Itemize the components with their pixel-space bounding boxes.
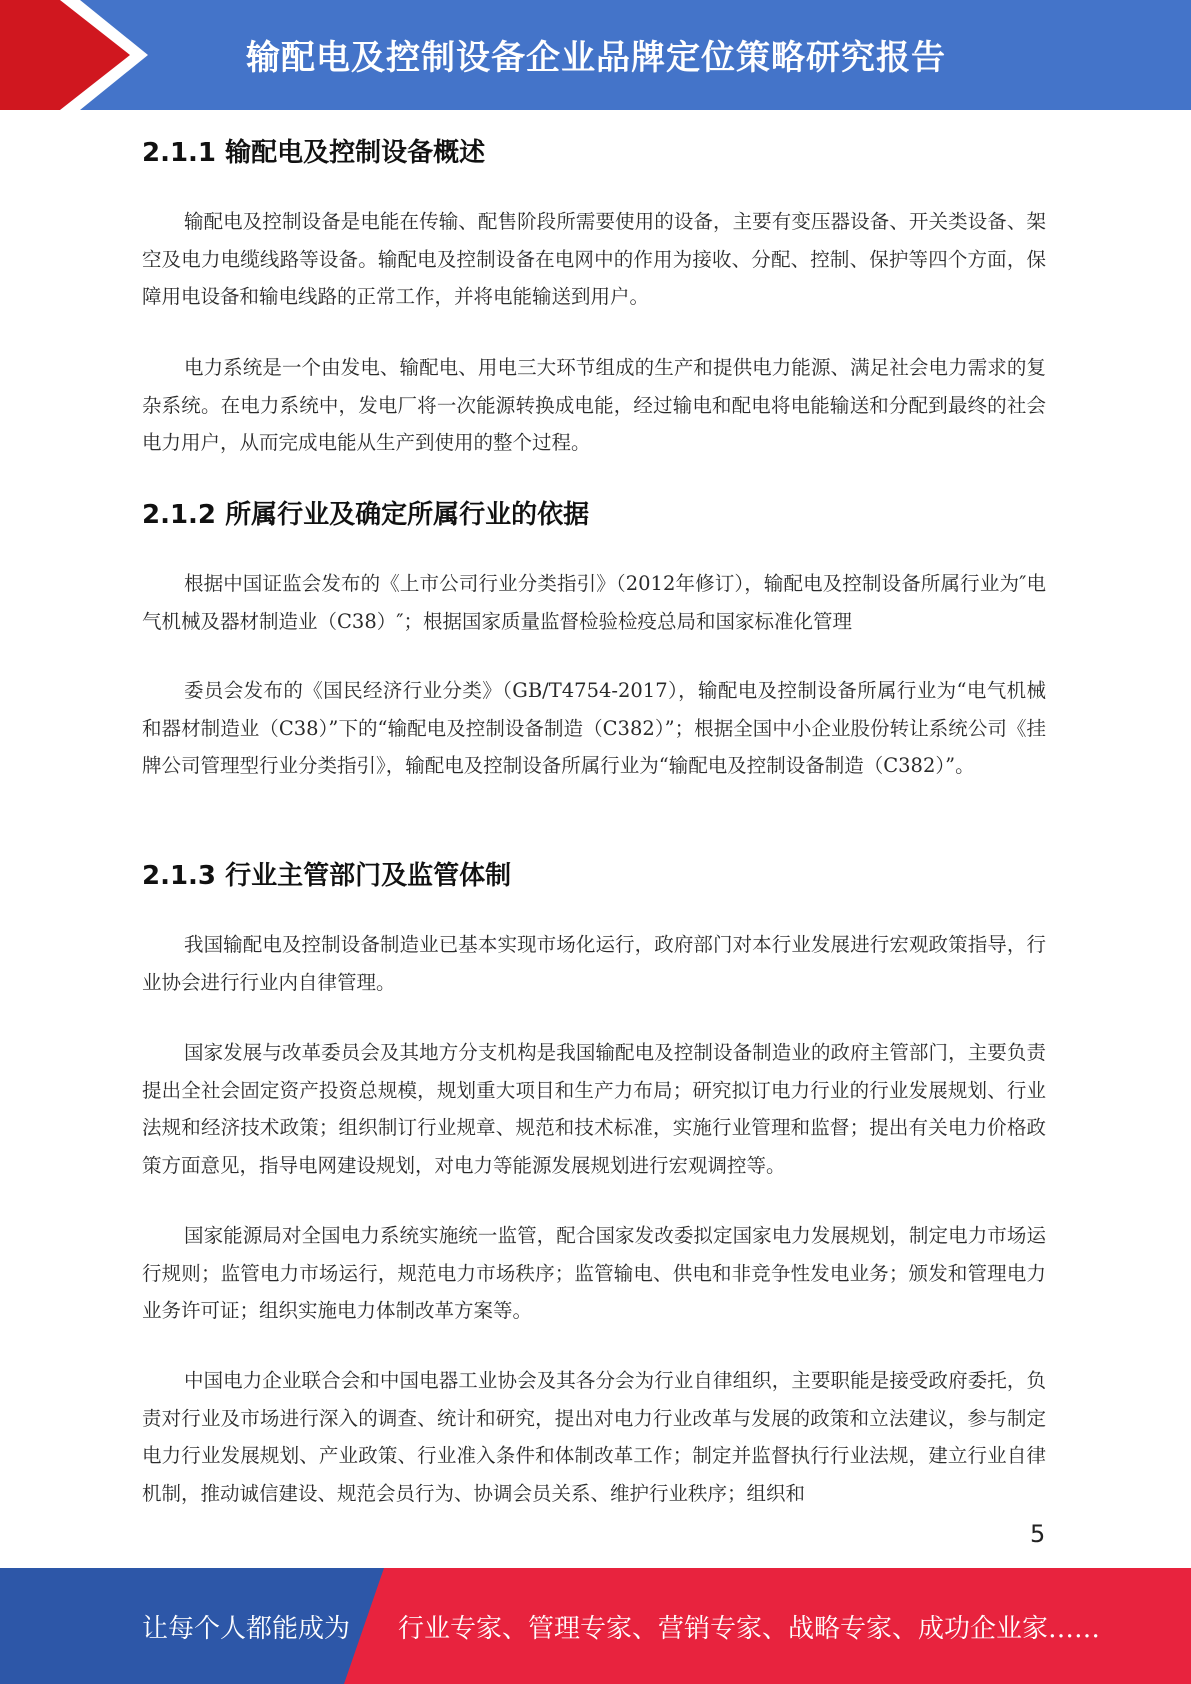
paragraph: 国家发展与改革委员会及其地方分支机构是我国输配电及控制设备制造业的政府主管部门，主要负责提出全社会固定资产投资总规模，规划重大项目和生产力布局；研究拟订电力行业的行业发展规划、行业法规和经济技术政策；组织制订行业规章、规范和技术标准，实施行业管理和监督；提出有关电力价格政策方面意见，指导电网建设规划，对电力等能源发展规划进行宏观调控等。	[142, 1041, 1046, 1177]
paragraph: 电力系统是一个由发电、输配电、用电三大环节组成的生产和提供电力能源、满足社会电力需求的复杂系统。在电力系统中，发电厂将一次能源转换成电能，经过输电和配电将电能输送和分配到最终的社会电力用户，从而完成电能从生产到使用的整个过程。	[142, 356, 1046, 454]
paragraph: 输配电及控制设备是电能在传输、配售阶段所需要使用的设备，主要有变压器设备、开关类设备、架空及电力电缆线路等设备。输配电及控制设备在电网中的作用为接收、分配、控制、保护等四个方面，保障用电设备和输电线路的正常工作，并将电能输送到用户。	[142, 210, 1046, 308]
paragraph: 委员会发布的《国民经济行业分类》（GB/T4754-2017），输配电及控制设备所属行业为“电气机械和器材制造业（C38）”下的“输配电及控制设备制造（C382）”；根据全国中小企业股份转让系统公司《挂牌公司管理型行业分类指引》，输配电及控制设备所属行业为“输配电及控制设备制造（C382）”。	[142, 679, 1046, 777]
section-heading-2-1-3: 2.1.3 行业主管部门及监管体制	[142, 861, 512, 891]
header-banner	[0, 0, 1191, 110]
report-title: 输配电及控制设备企业品牌定位策略研究报告	[246, 38, 946, 78]
footer-slogan-right: 行业专家、管理专家、营销专家、战略专家、成功企业家……	[398, 1614, 1101, 1644]
footer-banner	[0, 1568, 1191, 1684]
header-arrow-shape	[0, 0, 160, 110]
page-number: 5	[1030, 1520, 1046, 1548]
footer-slogan-left: 让每个人都能成为	[142, 1614, 351, 1644]
section-heading-2-1-1: 2.1.1 输配电及控制设备概述	[142, 138, 486, 168]
paragraph: 根据中国证监会发布的《上市公司行业分类指引》（2012年修订），输配电及控制设备所属行业为″电气机械及器材制造业（C38）″；根据国家质量监督检验检疫总局和国家标准化管理	[142, 572, 1046, 633]
paragraph: 国家能源局对全国电力系统实施统一监管，配合国家发改委拟定国家电力发展规划，制定电力市场运行规则；监管电力市场运行，规范电力市场秩序；监管输电、供电和非竞争性发电业务；颁发和管理电力业务许可证；组织实施电力体制改革方案等。	[142, 1224, 1046, 1322]
section-heading-2-1-2: 2.1.2 所属行业及确定所属行业的依据	[142, 500, 590, 530]
paragraph: 中国电力企业联合会和中国电器工业协会及其各分会为行业自律组织，主要职能是接受政府委托，负责对行业及市场进行深入的调查、统计和研究，提出对电力行业改革与发展的政策和立法建议，参与制定电力行业发展规划、产业政策、行业准入条件和体制改革工作；制定并监督执行行业法规，建立行业自律机制，推动诚信建设、规范会员行为、协调会员关系、维护行业秩序；组织和	[142, 1369, 1046, 1505]
paragraph: 我国输配电及控制设备制造业已基本实现市场化运行，政府部门对本行业发展进行宏观政策指导，行业协会进行行业内自律管理。	[142, 933, 1046, 994]
